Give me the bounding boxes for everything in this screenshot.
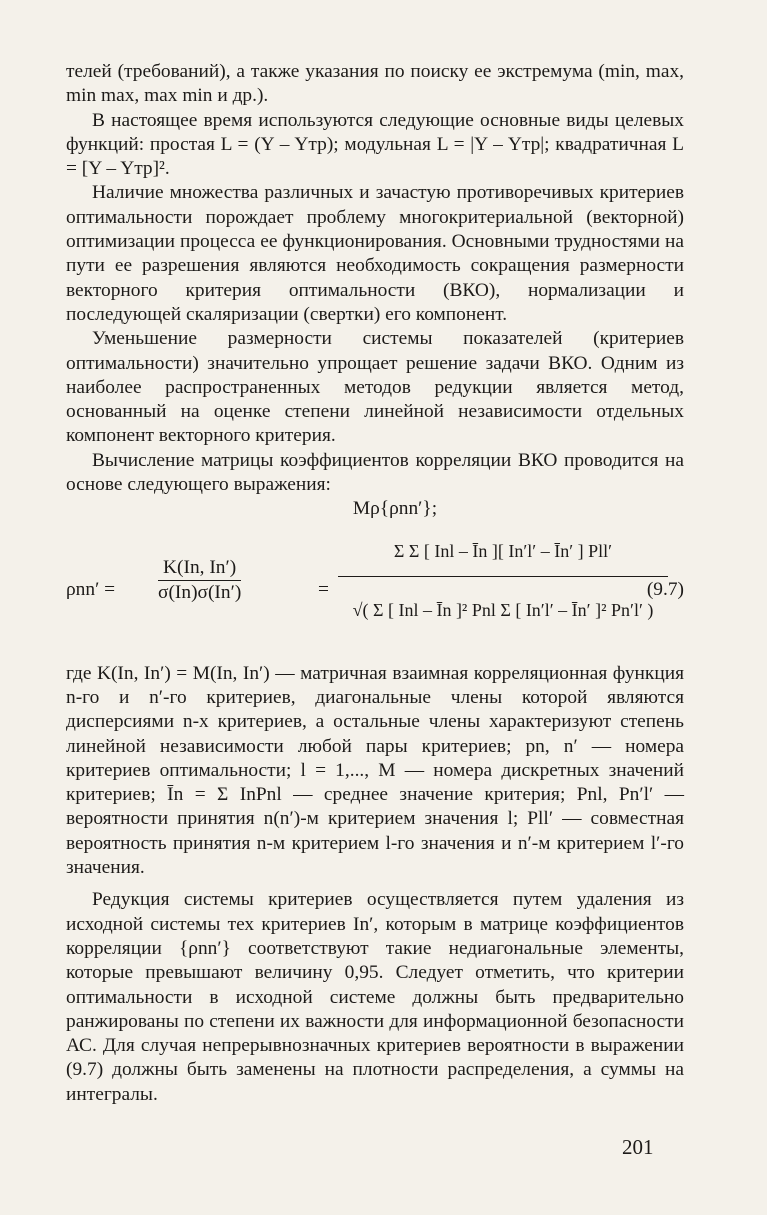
paragraph-4: Уменьшение размерности системы показателей (критериев оптимальности) значительно упрощает решение задачи ВКО. Одним из наиболее распространенных методов редукции является метод, основанный на оценке степени линейной независимости отдельных компонент векторного критерия. (66, 328, 684, 447)
equals-sign: = (318, 578, 329, 600)
page-text (66, 60, 684, 1107)
formula-lhs: ρnn′ = (66, 578, 116, 600)
formula-mid-denominator: σ(In)σ(In′) (158, 581, 242, 603)
paragraph-5: Вычисление матрицы коэффициентов корреляции ВКО проводится на основе следующего выражения: (66, 449, 684, 496)
formula-9-7 (66, 526, 684, 654)
equation-number: (9.7) (646, 578, 684, 600)
paragraph-1: телей (требований), а также указания по поиску ее экстремума (min, max, min max, max min и др.). (66, 61, 684, 107)
formula-middle-fraction (158, 556, 241, 606)
paragraph-3: Наличие множества различных и зачастую противоречивых критериев оптимальности порождает проблему многокритериальной (векторной) оптимизации процесса ее функционирования. Основными трудностями на пути ее разрешения являются необходимость сокращения размерности векторного критерия оптимальности (ВКО), нормализации и последующей скаляризации (свертки) его компонент. (66, 182, 684, 325)
formula-mid-numerator: K(In, In′) (163, 556, 237, 578)
page-number: 201 (622, 1135, 654, 1159)
formula-mrho: Mρ{ρnn′}; (352, 498, 438, 520)
paragraph-2: В настоящее время используются следующие основные виды целевых функций: простая L = (Y – Yтр); модульная L = |Y – Yтр|; квадратичная L = [Y – Yтр]². (66, 109, 684, 180)
formula-rhs-denominator: √( Σ [ Inl – Īn ]² Pnl Σ [ In′l′ – Īn′ ]² Pn′l′ ) (352, 599, 654, 620)
paragraph-reduction: Редукция системы критериев осуществляется путем удаления из исходной системы тех критериев In′, которым в матрице коэффициентов корреляции {ρnn′} соответствуют такие недиагональные элементы, которые превышают величину 0,95. Следует отметить, что критерии оптимальности в исходной системе должны быть предварительно ранжированы по степени их важности для информационной безопасности АС. Для случая непрерывнозначных критериев вероятности в выражении (9.7) должны быть заменены на плотности распределения, а суммы на интегралы. (66, 889, 684, 1105)
paragraph-definitions: где K(In, In′) = M(In, In′) — матричная взаимная корреляционная функция n-го и n′-го критериев, диагональные члены которой являются дисперсиями n-х критериев, а остальные члены характеризуют степень линейной независимости любой пары критериев; pn, n′ — номера критериев оптимальности; l = 1,..., M — номера дискретных значений критериев; Īn = Σ InPnl — среднее значение критерия; Pnl, Pn′l′ — вероятности принятия n(n′)-м критерием значения l; Pll′ — совместная вероятность принятия n-м критерием l-го значения и n′-м критерием l′-го значения. (66, 662, 684, 879)
formula-right-fraction (338, 526, 668, 643)
formula-rhs-numerator: Σ Σ [ Inl – Īn ][ In′l′ – Īn′ ] Pll′ (393, 540, 613, 561)
